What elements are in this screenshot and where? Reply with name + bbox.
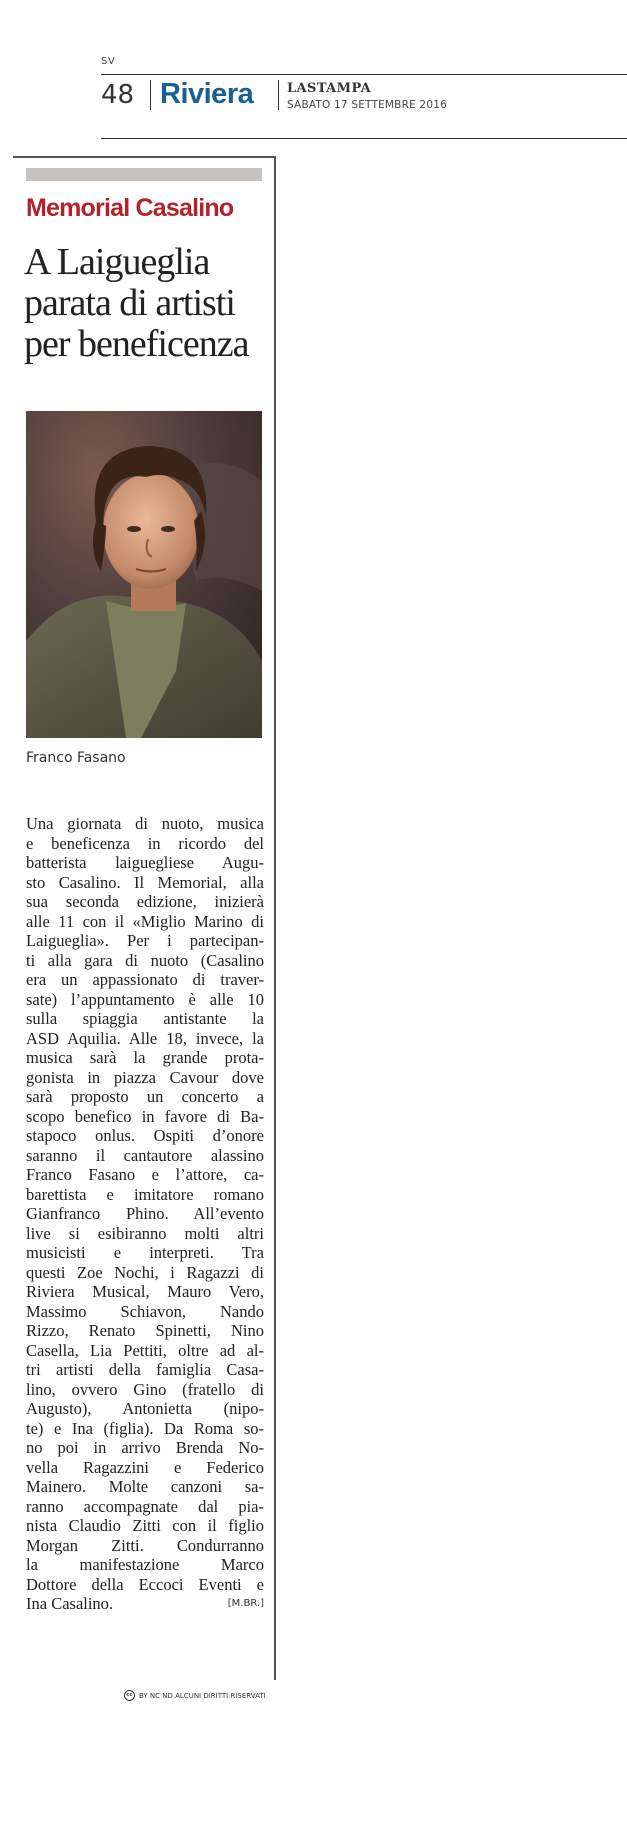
body-line: sulla spiaggia antistante la	[26, 1009, 264, 1028]
body-line: sua seconda edizione, inizierà	[26, 892, 264, 911]
page-number: 48	[101, 80, 135, 110]
issue-date: SABATO 17 SETTEMBRE 2016	[287, 99, 447, 111]
body-line: alle 11 con il «Miglio Marino di	[26, 911, 264, 931]
body-line: Laigueglia». Per i partecipan-	[26, 931, 264, 950]
article-photo	[26, 411, 262, 738]
body-line: era un appassionato di traver-	[26, 970, 264, 989]
body-line: saranno il cantautore alassino	[26, 1145, 264, 1165]
body-line: la manifestazione Marco	[26, 1555, 264, 1574]
body-line: Augusto), Antonietta (nipo-	[26, 1399, 264, 1418]
body-line: sate) l’appuntamento è alle 10	[26, 989, 264, 1009]
body-line: Franco Fasano e l’attore, ca-	[26, 1165, 264, 1184]
body-line: questi Zoe Nochi, i Ragazzi di	[26, 1262, 264, 1282]
body-line: sarà proposto un concerto a	[26, 1087, 264, 1106]
kicker-bar	[26, 168, 262, 181]
section-name: Riviera	[160, 78, 254, 110]
body-line: musica sarà la grande prota-	[26, 1048, 264, 1067]
body-line: e beneficenza in ricordo del	[26, 833, 264, 853]
header-rule-top	[101, 74, 627, 75]
body-line: gonista in piazza Cavour dove	[26, 1067, 264, 1087]
header-rule-bottom	[101, 138, 627, 139]
body-line: ranno accompagnate dal pia-	[26, 1496, 264, 1516]
cc-icon: cc	[124, 1690, 135, 1701]
masthead-logo: LASTAMPA	[287, 81, 372, 96]
body-line: lino, ovvero Gino (fratello di	[26, 1379, 264, 1399]
body-line: musicisti e interpreti. Tra	[26, 1243, 264, 1262]
body-line: stapoco onlus. Ospiti d’onore	[26, 1126, 264, 1145]
body-line: ti alla gara di nuoto (Casalino	[26, 950, 264, 970]
body-line: Ina Casalino.	[26, 1594, 114, 1613]
header-separator	[278, 80, 279, 110]
body-line: Casella, Lia Pettiti, oltre ad al-	[26, 1340, 264, 1360]
body-line: live si esibiranno molti altri	[26, 1223, 264, 1243]
body-line: vella Ragazzini e Federico	[26, 1457, 264, 1477]
body-line: sto Casalino. Il Memorial, alla	[26, 872, 264, 892]
body-line: Riviera Musical, Mauro Vero,	[26, 1282, 264, 1301]
portrait-photo	[26, 411, 262, 738]
photo-caption: Franco Fasano	[26, 750, 126, 766]
article-headline	[24, 242, 272, 365]
headline-line: per beneficenza	[24, 323, 249, 365]
body-line: Gianfranco Phino. All’evento	[26, 1204, 264, 1223]
headline-line: A Laigueglia	[24, 241, 210, 283]
body-line: no poi in arrivo Brenda No-	[26, 1438, 264, 1457]
body-line: Massimo Schiavon, Nando	[26, 1301, 264, 1321]
body-line: te) e Ina (figlia). Da Roma so-	[26, 1418, 264, 1438]
body-line: tri artisti della famiglia Casa-	[26, 1360, 264, 1379]
body-line: Rizzo, Renato Spinetti, Nino	[26, 1321, 264, 1340]
body-line: Mainero. Molte canzoni sa-	[26, 1477, 264, 1496]
body-line: ASD Aquilia. Alle 18, invece, la	[26, 1028, 264, 1048]
body-line: Dottore della Eccoci Eventi e	[26, 1574, 264, 1594]
license-notice	[124, 1690, 266, 1701]
body-line: Morgan Zitti. Condurranno	[26, 1535, 264, 1555]
license-text: BY NC ND ALCUNI DIRITTI RISERVATI	[139, 1691, 266, 1700]
article-body	[26, 814, 264, 1614]
region-code: SV	[101, 56, 116, 67]
body-line: Una giornata di nuoto, musica	[26, 814, 264, 833]
article-kicker: Memorial Casalino	[26, 194, 234, 222]
headline-line: parata di artisti	[24, 282, 235, 324]
header-separator	[150, 80, 151, 110]
body-line: barettista e imitatore romano	[26, 1184, 264, 1204]
author-signature: [M.BR.]	[227, 1598, 264, 1609]
body-line: scopo benefico in favore di Ba-	[26, 1106, 264, 1126]
body-line: batterista laiguegliese Augu-	[26, 853, 264, 872]
body-line: nista Claudio Zitti con il figlio	[26, 1516, 264, 1535]
